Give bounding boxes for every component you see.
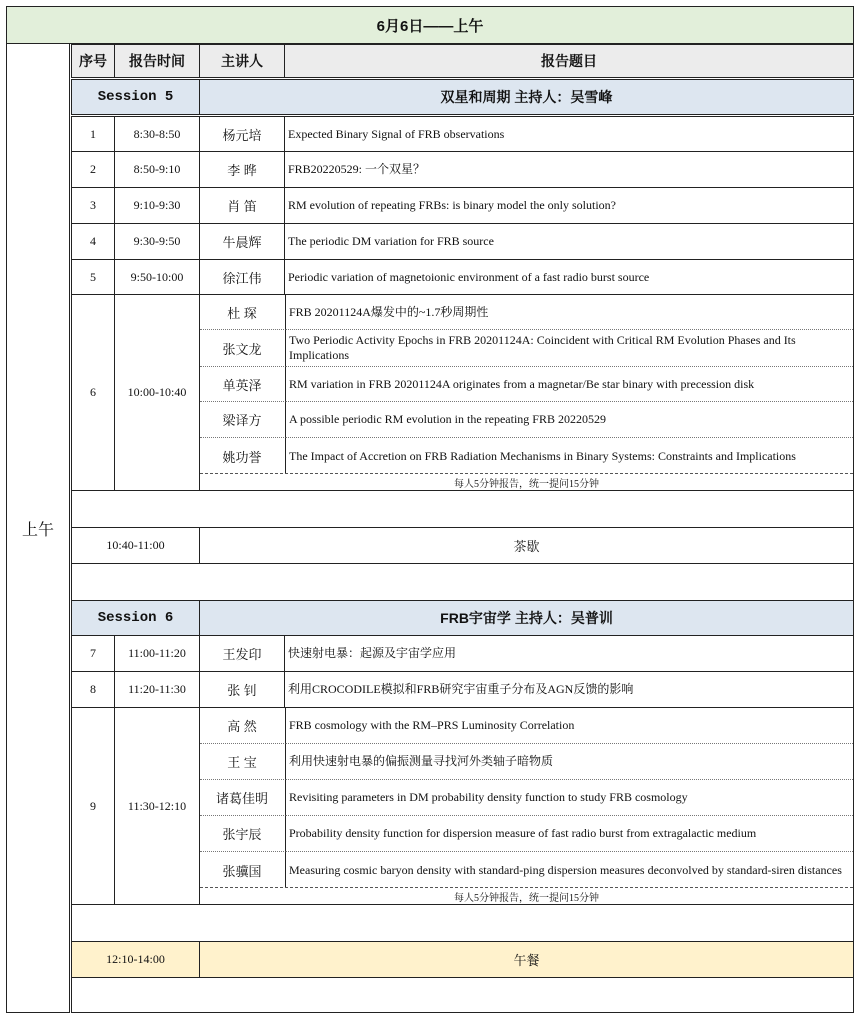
row-no: 1 [71,116,115,152]
group-time: 11:30-12:10 [114,707,200,905]
row-time: 11:20-11:30 [114,671,200,708]
row-speaker: 杨元培 [199,116,285,152]
session6-theme: FRB宇宙学 主持人：吴普训 [199,600,854,636]
header-topic: 报告题目 [284,44,854,78]
row-speaker: 张 钊 [199,671,285,708]
row-topic: FRB20220529: 一个双星？ [284,151,854,188]
spacer-row [71,563,854,601]
period-label: 上午 [6,43,70,1013]
lunch-time: 12:10-14:00 [71,941,200,978]
group-speaker: 高 然 [200,708,284,744]
group-no: 6 [71,294,115,491]
row-time: 9:30-9:50 [114,223,200,260]
group-topic: FRB cosmology with the RM–PRS Luminosity Correlation [285,708,853,744]
row-no: 8 [71,671,115,708]
row-speaker: 徐江伟 [199,259,285,295]
group-speaker: 杜 琛 [200,295,284,330]
row-no: 5 [71,259,115,295]
group-speaker: 单英泽 [200,367,284,402]
spacer-row [71,490,854,528]
group-topic: Two Periodic Activity Epochs in FRB 20201124A: Coincident with Critical RM Evolution Phases and Its Implications [285,330,853,367]
group-note: 每人5分钟报告，统一提问15分钟 [200,473,853,490]
row-time: 8:30-8:50 [114,116,200,152]
group-speaker: 王 宝 [200,744,284,780]
row-speaker: 牛晨辉 [199,223,285,260]
group-topic: Measuring cosmic baryon density with standard-ping dispersion measures deconvolved by standard-siren distances [285,852,853,888]
group-note: 每人5分钟报告，统一提问15分钟 [200,887,853,904]
row-topic: 利用CROCODILE模拟和FRB研究宇宙重子分布及AGN反馈的影响 [284,671,854,708]
session5-label: Session 5 [71,79,200,115]
group-topic: 利用快速射电暴的偏振测量寻找河外类轴子暗物质 [285,744,853,780]
group-speaker: 梁译方 [200,402,284,438]
row-time: 8:50-9:10 [114,151,200,188]
row-time: 11:00-11:20 [114,635,200,672]
row-time: 9:50-10:00 [114,259,200,295]
group-speaker: 姚功誉 [222,449,262,465]
group-speaker: 张骥国 [222,863,262,879]
group-topic: FRB 20201124A爆发中的~1.7秒周期性 [285,295,853,330]
group-topic: Revisiting parameters in DM probability density function to study FRB cosmology [285,780,853,816]
row-speaker: 李 晔 [199,151,285,188]
tea-break-label: 茶歇 [199,527,854,564]
session6-label: Session 6 [71,600,200,636]
schedule-title: 6月6日——上午 [6,6,854,44]
group-topic: RM variation in FRB 20201124A originates from a magnetar/Be star binary with precession disk [285,367,853,402]
row-no: 4 [71,223,115,260]
group-time: 10:00-10:40 [114,294,200,491]
header-speaker: 主讲人 [199,44,285,78]
group-speaker: 诸葛佳明 [200,780,284,816]
row-topic: Expected Binary Signal of FRB observations [284,116,854,152]
row-topic: RM evolution of repeating FRBs: is binary model the only solution? [284,187,854,224]
row-time: 9:10-9:30 [114,187,200,224]
spacer-row [71,977,854,1013]
group-topic: The Impact of Accretion on FRB Radiation Mechanisms in Binary Systems: Constraints and Implications [285,438,853,474]
group-topic: A possible periodic RM evolution in the repeating FRB 20220529 [285,402,853,438]
lunch-label: 午餐 [199,941,854,978]
session5-theme: 双星和周期 主持人：吴雪峰 [199,79,854,115]
spacer-row [71,904,854,942]
row-speaker: 肖 笛 [199,187,285,224]
row-no: 7 [71,635,115,672]
group-no: 9 [71,707,115,905]
group-speaker: 张宇辰 [200,816,284,852]
header-time: 报告时间 [114,44,200,78]
header-no: 序号 [71,44,115,78]
row-speaker: 王发印 [199,635,285,672]
group-topic: Probability density function for dispersion measure of fast radio burst from extragalactic medium [285,816,853,852]
tea-break-time: 10:40-11:00 [71,527,200,564]
row-topic: The periodic DM variation for FRB source [284,223,854,260]
row-no: 3 [71,187,115,224]
row-no: 2 [71,151,115,188]
row-topic: Periodic variation of magnetoionic environment of a fast radio burst source [284,259,854,295]
row-topic: 快速射电暴：起源及宇宙学应用 [284,635,854,672]
group-speaker: 张文龙 [200,330,284,367]
